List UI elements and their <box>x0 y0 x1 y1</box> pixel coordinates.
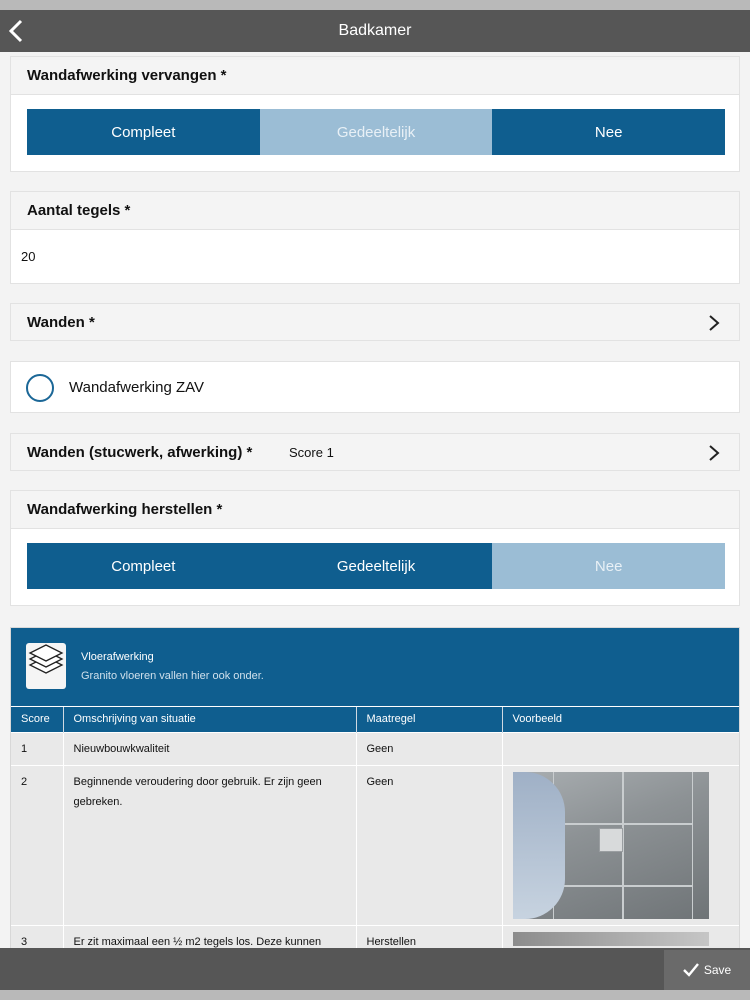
cell-action: Herstellen <box>356 925 502 957</box>
vervangen-option-compleet[interactable]: Compleet <box>27 109 260 155</box>
herstellen-option-nee[interactable]: Nee <box>492 543 725 589</box>
vervangen-option-gedeeltelijk[interactable]: Gedeeltelijk <box>260 109 493 155</box>
herstellen-segmented-control <box>27 543 725 589</box>
zav-row <box>10 361 740 413</box>
cell-desc: Nieuwbouwkwaliteit <box>63 732 356 765</box>
stucwerk-row[interactable] <box>10 433 740 471</box>
floor-layers-icon <box>26 643 66 689</box>
table-header-row <box>11 707 740 732</box>
checkmark-icon <box>683 963 699 977</box>
herstellen-option-gedeeltelijk[interactable]: Gedeeltelijk <box>260 543 493 589</box>
cell-action: Geen <box>356 732 502 765</box>
herstellen-card <box>10 490 740 606</box>
info-subtitle: Granito vloeren vallen hier ook onder. <box>81 670 264 682</box>
chevron-right-icon <box>705 314 723 332</box>
zav-radio[interactable] <box>26 374 54 402</box>
zav-label: Wandafwerking ZAV <box>69 379 205 396</box>
example-photo <box>513 772 709 919</box>
table-row <box>11 765 740 925</box>
vervangen-label: Wandafwerking vervangen * <box>11 57 739 95</box>
vervangen-segmented-control <box>27 109 725 155</box>
table-row <box>11 732 740 765</box>
herstellen-option-compleet[interactable]: Compleet <box>27 543 260 589</box>
page-title: Badkamer <box>338 22 412 39</box>
cell-example <box>502 765 740 925</box>
vervangen-option-nee[interactable]: Nee <box>492 109 725 155</box>
info-panel <box>10 627 740 957</box>
save-label: Save <box>703 963 732 977</box>
cell-score: 3 <box>11 925 63 957</box>
tegels-card <box>10 191 740 284</box>
cell-desc: Beginnende veroudering door gebruik. Er zijn geen gebreken. <box>63 765 356 925</box>
cell-score: 2 <box>11 765 63 925</box>
top-strip <box>0 0 750 10</box>
col-maatregel: Maatregel <box>356 707 502 732</box>
info-title: Vloerafwerking <box>81 651 154 663</box>
info-header <box>11 628 740 706</box>
stucwerk-label: Wanden (stucwerk, afwerking) * <box>27 444 253 461</box>
cell-score: 1 <box>11 732 63 765</box>
stucwerk-score: Score 1 <box>289 445 334 460</box>
col-voorbeeld: Voorbeeld <box>502 707 740 732</box>
cell-desc: Er zit maximaal een ½ m2 tegels los. Deze kunnen <box>63 925 356 957</box>
save-button[interactable] <box>664 950 750 990</box>
chevron-right-icon <box>705 444 723 462</box>
cell-example <box>502 732 740 765</box>
tegels-label: Aantal tegels * <box>11 192 739 230</box>
col-score: Score <box>11 707 63 732</box>
tegels-value-field[interactable]: 20 <box>21 249 36 264</box>
bottom-strip <box>0 990 750 1000</box>
wanden-label: Wanden * <box>27 314 95 331</box>
score-table <box>11 707 740 957</box>
col-omschrijving: Omschrijving van situatie <box>63 707 356 732</box>
wanden-row[interactable] <box>10 303 740 341</box>
example-photo <box>513 932 709 946</box>
cell-action: Geen <box>356 765 502 925</box>
bottom-toolbar <box>0 948 750 990</box>
herstellen-label: Wandafwerking herstellen * <box>11 491 739 529</box>
header-bar <box>0 10 750 52</box>
vervangen-card <box>10 56 740 172</box>
